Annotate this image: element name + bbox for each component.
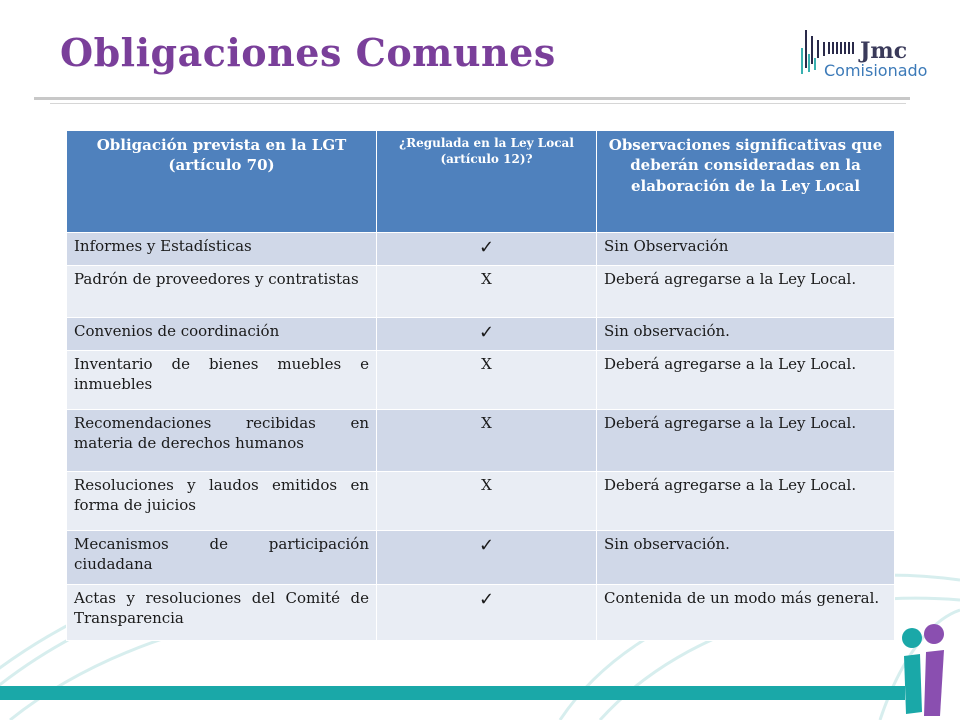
cell-observacion: Contenida de un modo más general. [597,585,895,641]
table-row [67,410,895,472]
table-row [67,351,895,410]
header-observaciones: Observaciones significativas que deberán consideradas en la elaboración de la Ley Local [597,131,895,233]
logo-subtitle-text: Comisionado [824,61,928,80]
jmc-logo [800,28,940,80]
cell-regulada: X [377,472,597,531]
cell-observacion: Sin Observación [597,233,895,266]
footer-accent-bar [0,686,905,700]
table-header-row [67,131,895,233]
cell-obligacion: Convenios de coordinación [67,318,377,351]
header-obligacion: Obligación prevista en la LGT (artículo 70) [67,131,377,233]
title-divider [34,97,910,100]
page-title: Obligaciones Comunes [60,30,556,75]
cell-obligacion: Padrón de proveedores y contratistas [67,266,377,318]
cell-observacion: Sin observación. [597,531,895,585]
cell-regulada: ✓ [377,318,597,351]
table-row [67,585,895,641]
cell-obligacion: Recomendaciones recibidas en materia de derechos humanos [67,410,377,472]
cell-obligacion: Informes y Estadísticas [67,233,377,266]
cell-regulada: ✓ [377,531,597,585]
cell-observacion: Deberá agregarse a la Ley Local. [597,266,895,318]
cell-observacion: Deberá agregarse a la Ley Local. [597,351,895,410]
cell-observacion: Deberá agregarse a la Ley Local. [597,472,895,531]
cell-observacion: Deberá agregarse a la Ley Local. [597,410,895,472]
table-row [67,318,895,351]
cell-regulada: ✓ [377,585,597,641]
cell-obligacion: Mecanismos de participación ciudadana [67,531,377,585]
cell-regulada: X [377,351,597,410]
logo-brand-text: Jmc [860,38,908,64]
header-regulada: ¿Regulada en la Ley Local (artículo 12)? [377,131,597,233]
cell-obligacion: Resoluciones y laudos emitidos en forma de juicios [67,472,377,531]
table-row [67,266,895,318]
cell-obligacion: Actas y resoluciones del Comité de Transparencia [67,585,377,641]
cell-obligacion: Inventario de bienes muebles e inmuebles [67,351,377,410]
table-row [67,472,895,531]
obligations-table [66,130,895,641]
cell-regulada: ✓ [377,233,597,266]
table-row [67,531,895,585]
cell-regulada: X [377,410,597,472]
title-divider-thin [50,103,906,104]
cell-observacion: Sin observación. [597,318,895,351]
cell-regulada: X [377,266,597,318]
table-row [67,233,895,266]
